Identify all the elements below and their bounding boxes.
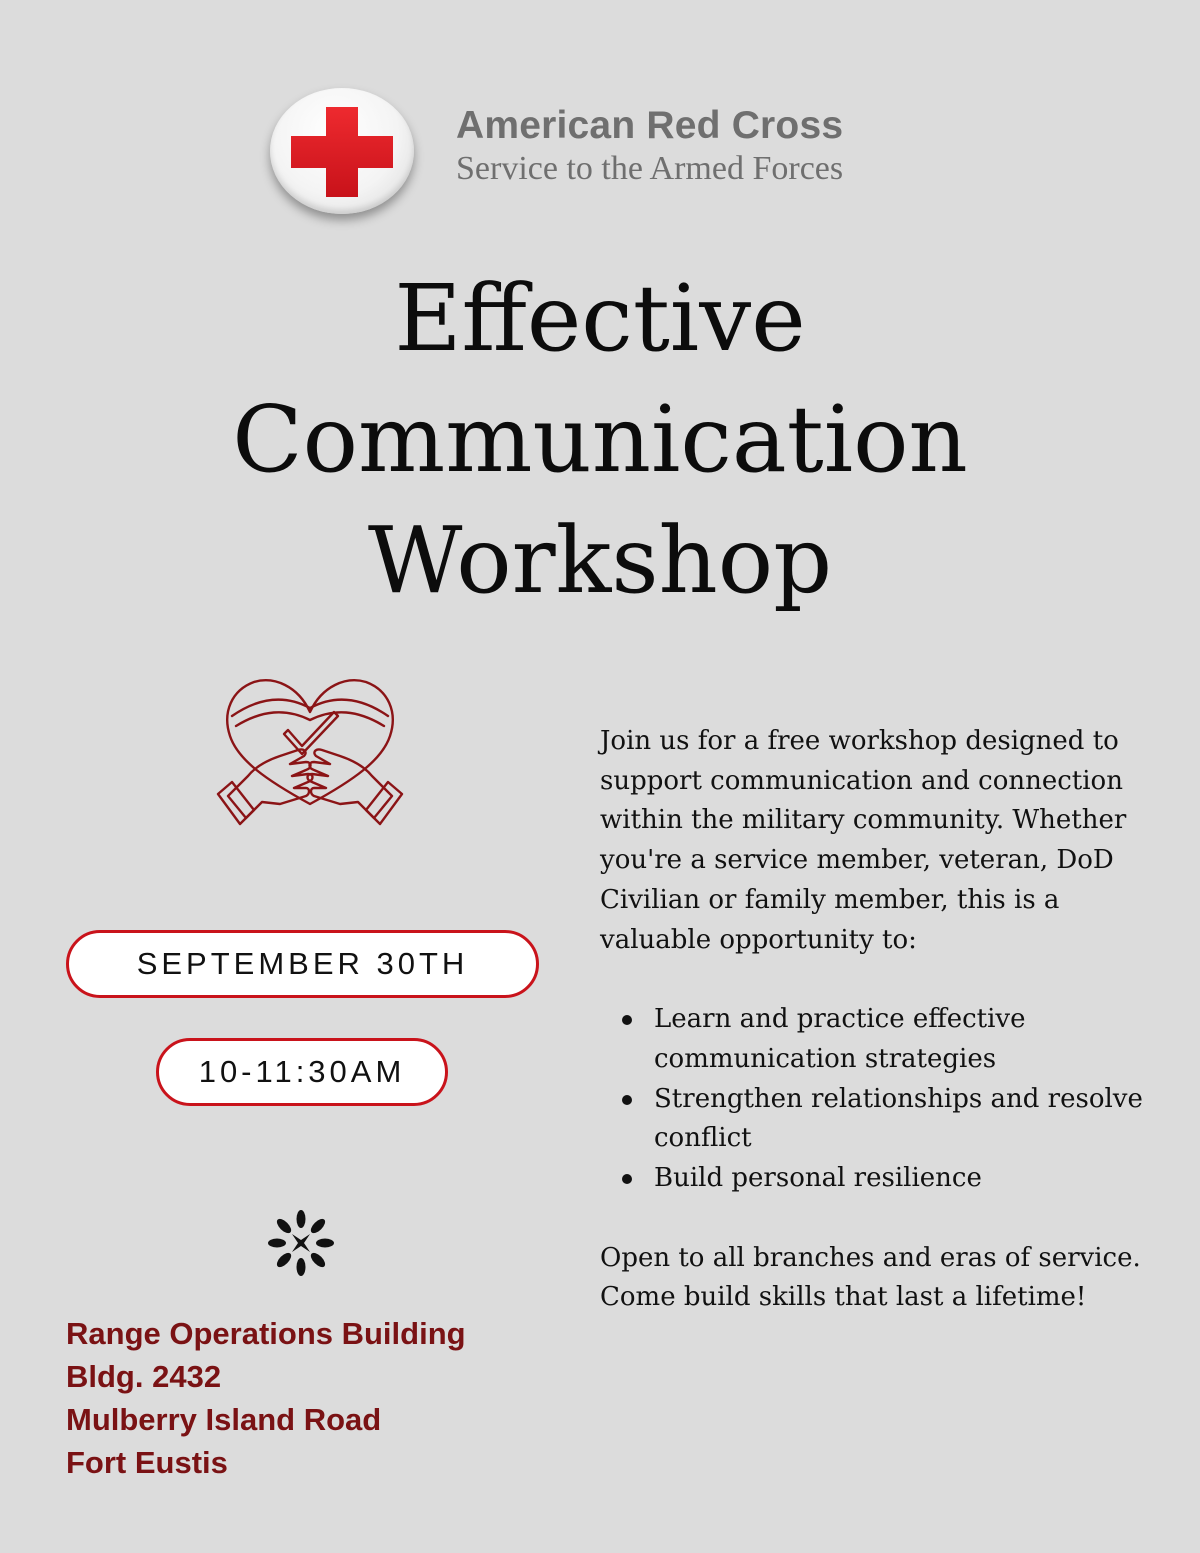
- event-date-badge: SEPTEMBER 30TH: [66, 930, 539, 998]
- logo-tagline: Service to the Armed Forces: [456, 150, 844, 187]
- event-description: [600, 722, 1160, 1318]
- page-title: [0, 258, 1200, 621]
- location-line-3: Mulberry Island Road: [66, 1402, 382, 1437]
- list-item: Strengthen relationships and resolve conflict: [600, 1080, 1160, 1159]
- description-closing: Open to all branches and eras of service. Come build skills that last a lifetime!: [600, 1242, 1141, 1313]
- location-line-1: Range Operations Building: [66, 1316, 466, 1351]
- sparkle-icon: [268, 1208, 334, 1278]
- title-line-1: Effective: [394, 265, 806, 372]
- location-line-2: Bldg. 2432: [66, 1359, 222, 1394]
- title-line-3: Workshop: [367, 507, 833, 614]
- title-line-2: Communication: [232, 386, 968, 493]
- description-intro: Join us for a free workshop designed to support communication and connection within the military community. Whether you're a service member, veteran, DoD Civilian or family member, this is a valuable opportunity to:: [600, 726, 1127, 955]
- red-cross-logo: [270, 84, 950, 224]
- list-item: Build personal resilience: [600, 1159, 1160, 1199]
- event-location: [66, 1312, 466, 1484]
- logo-badge: [270, 88, 414, 214]
- event-time-badge: 10-11:30AM: [156, 1038, 448, 1106]
- list-item: Learn and practice effective communication strategies: [600, 1000, 1160, 1079]
- heart-hands-check-icon: [214, 668, 406, 830]
- red-cross-icon: [291, 107, 393, 197]
- location-line-4: Fort Eustis: [66, 1445, 228, 1480]
- benefits-list: [600, 1000, 1160, 1199]
- logo-name: American Red Cross: [456, 104, 844, 147]
